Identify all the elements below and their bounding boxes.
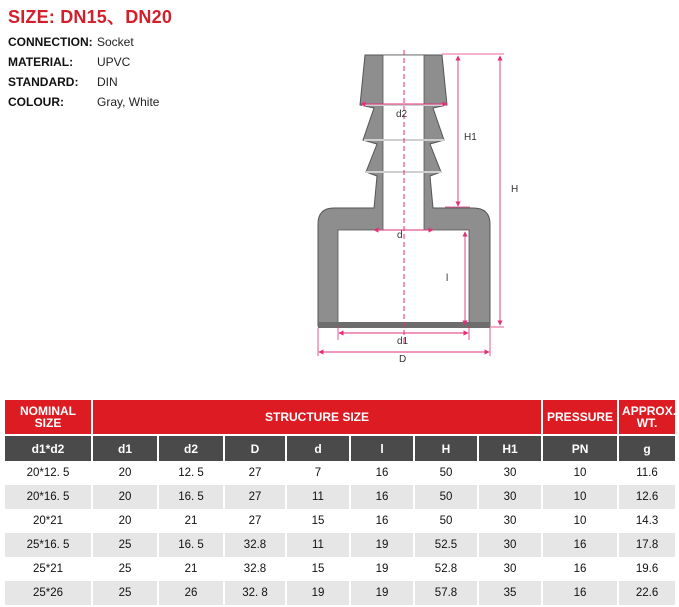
table-row xyxy=(5,581,675,605)
spec-key: STANDARD: xyxy=(8,75,79,89)
table-cell: 16 xyxy=(350,485,414,509)
table-cell: 7 xyxy=(286,461,350,485)
table-cell: 50 xyxy=(414,461,478,485)
table-cell: 27 xyxy=(224,461,286,485)
group-header-row xyxy=(5,400,675,435)
table-cell: 20*16. 5 xyxy=(5,485,92,509)
table-cell: 26 xyxy=(158,581,224,605)
table-cell: 11.6 xyxy=(618,461,675,485)
table-cell: 30 xyxy=(478,509,542,533)
table-cell: 12. 5 xyxy=(158,461,224,485)
spec-key: CONNECTION: xyxy=(8,35,93,49)
table-cell: 25 xyxy=(92,557,158,581)
table-cell: 32.8 xyxy=(224,533,286,557)
label-d1: d1 xyxy=(397,336,409,347)
table-cell: 32.8 xyxy=(224,557,286,581)
table-cell: 16 xyxy=(542,533,618,557)
column-header: D xyxy=(224,435,286,461)
column-header-row xyxy=(5,435,675,461)
table-cell: 35 xyxy=(478,581,542,605)
table-cell: 21 xyxy=(158,557,224,581)
spec-value: UPVC xyxy=(97,55,131,69)
table-cell: 16 xyxy=(542,557,618,581)
table-cell: 25*26 xyxy=(5,581,92,605)
column-header: d xyxy=(286,435,350,461)
table-cell: 52.5 xyxy=(414,533,478,557)
table-cell: 20 xyxy=(92,509,158,533)
spec-value: DIN xyxy=(97,75,118,89)
table-cell: 25 xyxy=(92,533,158,557)
label-H1: H1 xyxy=(464,132,477,143)
table-cell: 25*16. 5 xyxy=(5,533,92,557)
column-header: l xyxy=(350,435,414,461)
table-cell: 17.8 xyxy=(618,533,675,557)
table-cell: 16 xyxy=(350,509,414,533)
table-cell: 10 xyxy=(542,485,618,509)
column-header: H xyxy=(414,435,478,461)
label-D: D xyxy=(399,354,407,365)
table-cell: 27 xyxy=(224,509,286,533)
table-cell: 30 xyxy=(478,557,542,581)
spec-value: Socket xyxy=(97,35,134,49)
table-cell: 57.8 xyxy=(414,581,478,605)
column-header: d2 xyxy=(158,435,224,461)
label-d2: d2 xyxy=(396,109,408,120)
table-cell: 19 xyxy=(286,581,350,605)
table-cell: 19 xyxy=(350,557,414,581)
label-H: H xyxy=(511,184,519,195)
spec-value: Gray, White xyxy=(97,95,160,109)
table-cell: 27 xyxy=(224,485,286,509)
size-table xyxy=(5,400,675,605)
table-cell: 19 xyxy=(350,581,414,605)
table-cell: 19 xyxy=(350,533,414,557)
table-row xyxy=(5,509,675,533)
column-header: d1*d2 xyxy=(5,435,92,461)
table-cell: 15 xyxy=(286,557,350,581)
page-title: SIZE: DN15、DN20 xyxy=(8,7,173,27)
table-cell: 16. 5 xyxy=(158,533,224,557)
table-cell: 15 xyxy=(286,509,350,533)
table-cell: 12.6 xyxy=(618,485,675,509)
header-nominal-size: NOMINAL SIZE xyxy=(5,400,92,435)
spec-key: MATERIAL: xyxy=(8,55,74,69)
table-cell: 16 xyxy=(542,581,618,605)
table-cell: 25 xyxy=(92,581,158,605)
table-cell: 21 xyxy=(158,509,224,533)
column-header: g xyxy=(618,435,675,461)
spec-key: COLOUR: xyxy=(8,95,64,109)
table-cell: 20*21 xyxy=(5,509,92,533)
table-cell: 10 xyxy=(542,461,618,485)
table-cell: 52.8 xyxy=(414,557,478,581)
label-d: d xyxy=(397,230,403,241)
table-cell: 32. 8 xyxy=(224,581,286,605)
table-cell: 25*21 xyxy=(5,557,92,581)
column-header: PN xyxy=(542,435,618,461)
table-cell: 11 xyxy=(286,533,350,557)
table-cell: 10 xyxy=(542,509,618,533)
table-cell: 16 xyxy=(350,461,414,485)
table-row xyxy=(5,557,675,581)
table-cell: 16. 5 xyxy=(158,485,224,509)
table-cell: 20 xyxy=(92,461,158,485)
header-structure-size: STRUCTURE SIZE xyxy=(92,400,542,435)
table-row xyxy=(5,485,675,509)
table-cell: 30 xyxy=(478,533,542,557)
table-cell: 30 xyxy=(478,485,542,509)
table-cell: 30 xyxy=(478,461,542,485)
table-cell: 19.6 xyxy=(618,557,675,581)
table-cell: 11 xyxy=(286,485,350,509)
header-pressure: PRESSURE xyxy=(542,400,618,435)
table-cell: 14.3 xyxy=(618,509,675,533)
table-cell: 50 xyxy=(414,509,478,533)
header-approx-wt: APPROX. WT. xyxy=(618,400,675,435)
table-cell: 50 xyxy=(414,485,478,509)
table-cell: 20 xyxy=(92,485,158,509)
table-cell: 22.6 xyxy=(618,581,675,605)
table-row xyxy=(5,533,675,557)
table-row xyxy=(5,461,675,485)
column-header: d1 xyxy=(92,435,158,461)
fitting-body xyxy=(318,55,490,328)
label-l: l xyxy=(446,273,449,284)
column-header: H1 xyxy=(478,435,542,461)
table-cell: 20*12. 5 xyxy=(5,461,92,485)
